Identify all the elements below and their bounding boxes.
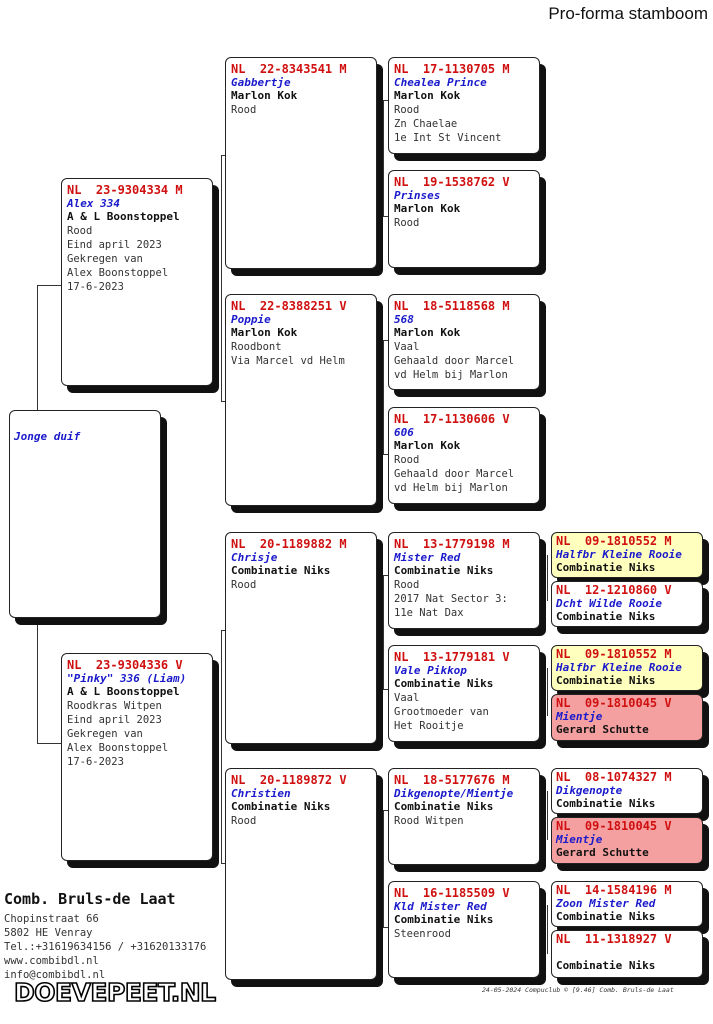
pigeon-name: Mister Red [394,551,461,564]
subject-name: Jonge duif [14,430,81,443]
gen4-card-mmff[interactable] [551,768,703,814]
gen4-card-mffm[interactable] [551,581,703,627]
pigeon-name: Mientje [556,833,603,846]
ring-number: NL 23-9304336 V [67,658,183,672]
breeder-name: Comb. Bruls-de Laat [4,890,176,908]
connector-line [383,810,384,927]
connector-line [221,630,222,863]
info-line: 17-6-2023 [67,281,124,293]
breeder-phone: Tel.:+31619634156 / +31620133176 [4,941,207,953]
ring-number: NL 22-8388251 V [231,299,347,313]
ring-number: NL 19-1538762 V [394,175,510,189]
connector-line [383,575,384,689]
subject-card[interactable] [9,410,161,618]
info-line: Rood [394,104,420,116]
ggp-card-fff[interactable] [388,57,540,154]
gen4-card-mmmf[interactable] [551,881,703,927]
ggp-card-ffm[interactable] [388,170,540,268]
pigeon-name: Vale Pikkop [394,664,467,677]
owner: Marlon Kok [394,89,461,102]
pigeon-name: Prinses [394,189,441,202]
owner: Marlon Kok [394,202,461,215]
info-line: Grootmoeder van [394,706,489,718]
ring-number: NL 09-1810552 M [556,534,672,548]
info-line: Rood [231,104,257,116]
pigeon-name: Chealea Prince [394,76,487,89]
ring-number: NL 09-1810045 V [556,819,672,833]
gen4-card-mmfm[interactable] [551,817,703,864]
ring-number: NL 20-1189872 V [231,773,347,787]
ring-number: NL 18-5177676 M [394,773,510,787]
pigeon-name: Mientje [556,710,603,723]
info-line: Rood [67,225,93,237]
ring-number: NL 22-8343541 M [231,62,347,76]
mother-card[interactable] [61,653,213,861]
ring-number: NL 08-1074327 M [556,770,672,784]
connector-line [383,340,384,454]
connector-line [547,668,548,716]
ggp-card-fmf[interactable] [388,294,540,390]
owner: Combinatie Niks [394,913,494,926]
info-line: vd Helm bij Marlon [394,369,508,381]
info-line: Rood [394,579,420,591]
ring-number: NL 20-1189882 M [231,537,347,551]
connector-line [37,285,61,286]
info-line: Het Rooitje [394,720,464,732]
info-line: Rood [394,454,420,466]
connector-line [383,100,384,216]
ring-number: NL 14-1584196 M [556,883,672,897]
ring-number: NL 11-1318927 V [556,932,672,946]
ring-number: NL 13-1779198 M [394,537,510,551]
info-line: Zn Chaelae [394,118,458,130]
pigeon-name: Gabbertje [231,76,291,89]
info-line: 1e Int St Vincent [394,132,502,144]
info-line: Rood [231,815,257,827]
info-line: 2017 Nat Sector 3: [394,593,508,605]
owner: Gerard Schutte [556,846,649,859]
breeder-email: info@combibdl.nl [4,969,106,981]
info-line: 17-6-2023 [67,756,124,768]
info-line: Steenrood [394,928,451,940]
pigeon-name: Halfbr Kleine Rooie [556,548,682,561]
pigeon-name: Chrisje [231,551,278,564]
info-line: Gekregen van [67,728,143,740]
owner: Marlon Kok [394,439,461,452]
owner: Combinatie Niks [556,910,656,923]
owner: Combinatie Niks [556,674,656,687]
pigeon-name: Dcht Wilde Rooie [556,597,662,610]
ggp-card-mfm[interactable] [388,645,540,742]
connector-line [547,555,548,601]
grandparent-card-fm[interactable] [225,294,377,506]
info-line: Vaal [394,341,420,353]
info-line: Roodkras Witpen [67,700,162,712]
pigeon-name: Kld Mister Red [394,900,487,913]
info-line: 11e Nat Dax [394,607,464,619]
owner: Marlon Kok [231,89,298,102]
ggp-card-mmm[interactable] [388,881,540,978]
pigeon-name: Alex 334 [67,197,120,210]
owner: Combinatie Niks [231,800,331,813]
pigeon-name: Dikgenopte [556,784,623,797]
gen4-card-mmmm[interactable] [551,930,703,978]
info-line: Rood [394,217,420,229]
grandparent-card-ff[interactable] [225,57,377,269]
connector-line [547,791,548,840]
pigeon-name: Dikgenopte/Mientje [394,787,514,800]
owner: Marlon Kok [231,326,298,339]
grandparent-card-mf[interactable] [225,532,377,744]
owner: A & L Boonstoppel [67,685,180,698]
owner: Combinatie Niks [556,561,656,574]
gen4-card-mfmm[interactable] [551,694,703,741]
info-line: Eind april 2023 [67,239,162,251]
owner: Marlon Kok [394,326,461,339]
brand-logo: DOEVEPEET.NL [14,978,216,1007]
owner: Gerard Schutte [556,723,649,736]
info-line: Via Marcel vd Helm [231,355,345,367]
print-info: 24-05-2024 Compuclub © [9.46] Comb. Bruls-de Laat [482,986,674,994]
pigeon-name: Zoon Mister Red [556,897,656,910]
father-card[interactable] [61,178,213,386]
ggp-card-mmf[interactable] [388,768,540,865]
info-line: Roodbont [231,341,282,353]
ring-number: NL 13-1779181 V [394,650,510,664]
connector-line [547,905,548,954]
info-line: Alex Boonstoppel [67,267,169,279]
info-line: Vaal [394,692,420,704]
ring-number: NL 17-1130606 V [394,412,510,426]
ring-number: NL 23-9304334 M [67,183,183,197]
owner: Combinatie Niks [394,564,494,577]
owner: A & L Boonstoppel [67,210,180,223]
info-line: Rood [231,579,257,591]
breeder-website: www.combibdl.nl [4,955,99,967]
ring-number: NL 16-1185509 V [394,886,510,900]
owner: Combinatie Niks [394,800,494,813]
owner: Combinatie Niks [231,564,331,577]
pigeon-name: 606 [394,426,414,439]
breeder-address: Chopinstraat 66 [4,913,99,925]
pigeon-name: Poppie [231,313,271,326]
info-line: vd Helm bij Marlon [394,482,508,494]
info-line: Alex Boonstoppel [67,742,169,754]
pigeon-name: 568 [394,313,414,326]
info-line: Rood Witpen [394,815,464,827]
info-line: Gekregen van [67,253,143,265]
ring-number: NL 09-1810045 V [556,696,672,710]
grandparent-card-mm[interactable] [225,768,377,980]
ggp-card-mff[interactable] [388,532,540,629]
ring-number: NL 17-1130705 M [394,62,510,76]
ring-number: NL 09-1810552 M [556,647,672,661]
ggp-card-fmm[interactable] [388,407,540,504]
connector-line [221,155,222,401]
connector-line [37,743,61,744]
owner: Combinatie Niks [394,677,494,690]
ring-number: NL 12-1210860 V [556,583,672,597]
ring-number: NL 18-5118568 M [394,299,510,313]
owner: Combinatie Niks [556,797,656,810]
info-line: Gehaald door Marcel [394,355,515,367]
gen4-card-mfmf[interactable] [551,645,703,691]
page-title: Pro-forma stamboom [548,4,708,23]
pigeon-name: "Pinky" 336 (Liam) [67,672,187,685]
info-line: Gehaald door Marcel [394,468,515,480]
owner: Combinatie Niks [556,610,656,623]
owner: Combinatie Niks [556,959,656,972]
pigeon-name: Halfbr Kleine Rooie [556,661,682,674]
pigeon-name [556,946,698,959]
pigeon-name: Christien [231,787,291,800]
gen4-card-mfff[interactable] [551,532,703,578]
info-line: Eind april 2023 [67,714,162,726]
breeder-city: 5802 HE Venray [4,927,93,939]
